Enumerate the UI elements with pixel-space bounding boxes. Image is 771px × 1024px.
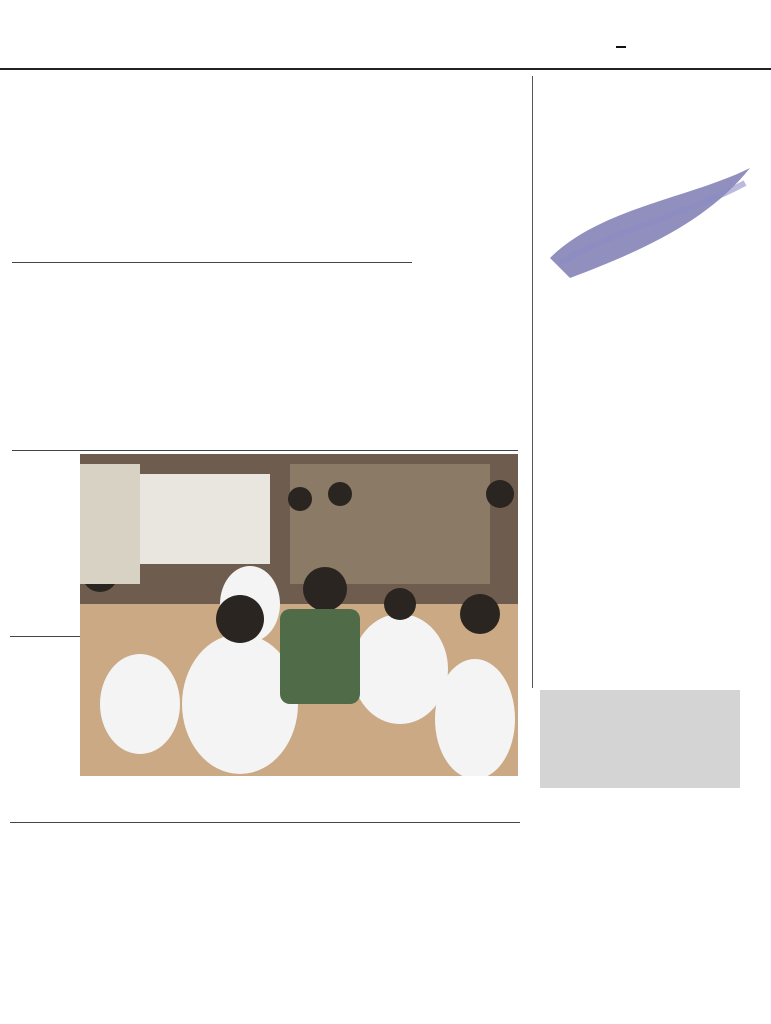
brush-stroke-logo [540, 88, 756, 288]
column-rule-4 [10, 822, 520, 823]
region-edition [616, 46, 626, 48]
article-body-lower [0, 268, 399, 446]
sidebar-divider [532, 76, 533, 688]
column-rule-1 [12, 262, 412, 263]
article-body-bottom [8, 828, 138, 1008]
masthead-rule [0, 68, 771, 70]
column-rule-2 [12, 450, 518, 451]
article-body-upper [39, 76, 399, 254]
column-rule-3 [10, 636, 80, 637]
photo-illustration [80, 454, 518, 776]
ad-placeholder [540, 690, 740, 788]
masthead [0, 0, 771, 68]
article-photo [80, 454, 518, 776]
